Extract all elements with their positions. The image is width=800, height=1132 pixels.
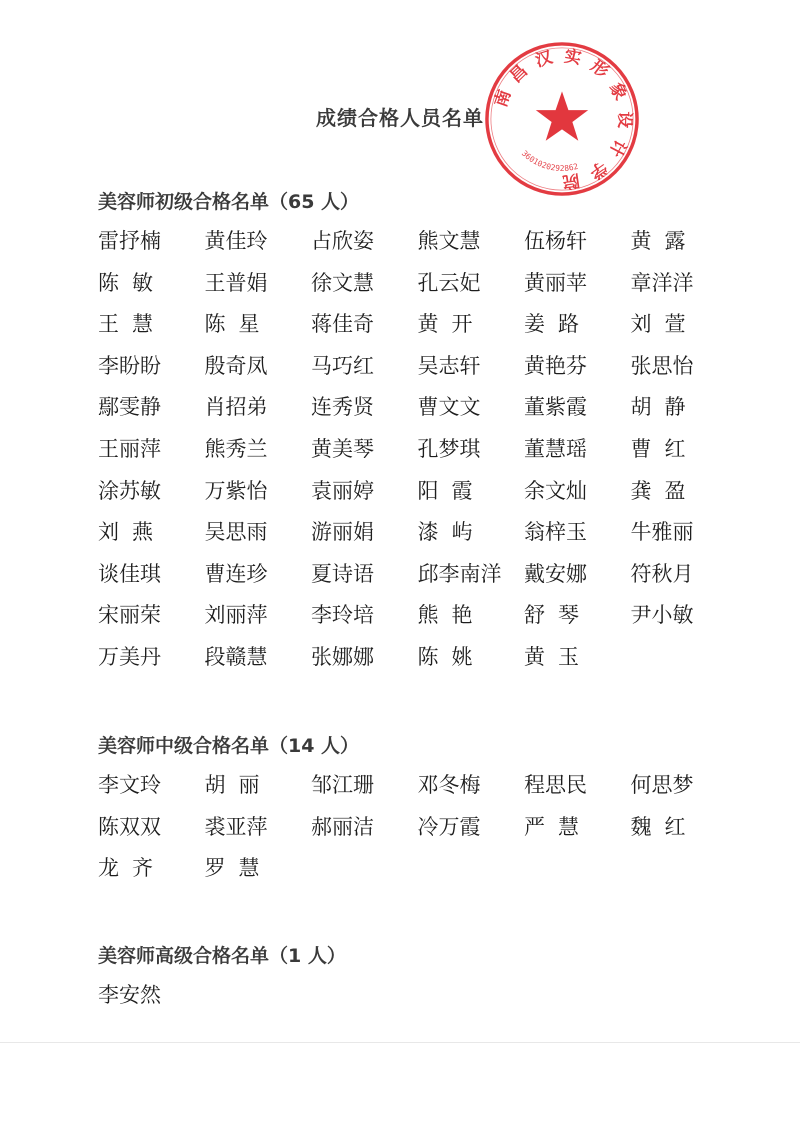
person-name: 陈姚: [417, 644, 486, 669]
person-name: 余文灿: [524, 478, 587, 503]
person-name: 尹小敏: [630, 603, 694, 628]
person-name: 胡静: [630, 395, 699, 420]
person-name: 曹连珍: [204, 561, 268, 586]
person-name: 段赣慧: [204, 644, 268, 669]
seal-text: 南昌汉实形象设计学院: [490, 45, 636, 193]
name-grid: [98, 765, 738, 890]
person-name: 熊秀兰: [204, 436, 268, 461]
person-name: 李安然: [98, 983, 161, 1007]
person-name: 万美丹: [98, 644, 161, 669]
person-name: 黄艳芬: [524, 353, 587, 378]
person-name: 邓冬梅: [417, 773, 481, 797]
person-name: 何思梦: [630, 773, 694, 797]
person-name: 陈星: [204, 312, 273, 337]
person-name: 罗慧: [204, 856, 273, 881]
person-name: 王丽萍: [98, 436, 161, 461]
person-name: 董慧瑶: [524, 436, 587, 461]
person-name: 连秀贤: [311, 395, 374, 420]
person-name: 漆屿: [417, 520, 486, 545]
person-name: 姜路: [524, 312, 592, 337]
person-name: 邱李南洋: [417, 561, 502, 586]
person-name: 刘丽萍: [204, 603, 268, 628]
person-name: 程思民: [524, 773, 587, 797]
person-name: 胡丽: [204, 773, 273, 797]
person-name: 曹红: [630, 436, 699, 461]
section-heading: 美容师中级合格名单（14 人）: [98, 735, 360, 757]
person-name: 万紫怡: [204, 478, 268, 503]
section-advanced: [98, 943, 738, 1017]
person-name: 雷抒楠: [98, 229, 161, 253]
person-name: 孔梦琪: [417, 436, 481, 461]
official-seal: [483, 40, 641, 198]
person-name: 占欣姿: [311, 229, 374, 253]
person-name: 袁丽婷: [311, 478, 374, 503]
person-name: 章洋洋: [630, 270, 694, 295]
document-title: 成绩合格人员名单: [316, 106, 484, 130]
person-name: 谈佳琪: [98, 561, 161, 586]
person-name: 陈双双: [98, 814, 161, 839]
person-name: 李玲培: [311, 603, 374, 628]
person-name: 肖招弟: [204, 395, 268, 420]
section-intermediate: [98, 733, 738, 890]
person-name: 鄢雯静: [98, 395, 161, 420]
person-name: 阳霞: [417, 478, 486, 503]
person-name: 吴思雨: [204, 520, 268, 545]
person-name: 黄开: [417, 312, 486, 337]
person-name: 黄露: [630, 229, 699, 253]
person-name: 王普娟: [204, 270, 268, 295]
person-name: 宋丽荣: [98, 603, 161, 628]
person-name: 刘萱: [630, 312, 699, 337]
seal-code: 3601020292862: [519, 148, 580, 173]
scan-artifact-line: [0, 1042, 800, 1043]
person-name: 冷万霞: [417, 814, 481, 839]
section-heading: 美容师初级合格名单（65 人）: [98, 191, 360, 213]
person-name: 董紫霞: [524, 395, 587, 420]
person-name: 刘燕: [98, 520, 166, 545]
person-name: 翁梓玉: [524, 520, 587, 545]
person-name: 魏红: [630, 814, 699, 839]
person-name: 黄丽苹: [524, 270, 587, 295]
person-name: 牛雅丽: [630, 520, 694, 545]
person-name: 符秋月: [630, 561, 694, 586]
person-name: 孔云妃: [417, 270, 481, 295]
person-name: 李文玲: [98, 773, 161, 797]
person-name: 陈敏: [98, 270, 166, 295]
person-name: 蒋佳奇: [311, 312, 374, 337]
person-name: 龙齐: [98, 856, 166, 881]
person-name: 李盼盼: [98, 353, 161, 378]
person-name: 吴志轩: [417, 353, 481, 378]
person-name: 夏诗语: [311, 561, 374, 586]
person-name: 张娜娜: [311, 644, 374, 669]
person-name: 郝丽洁: [311, 814, 374, 839]
person-name: 黄佳玲: [204, 229, 268, 253]
person-name: 涂苏敏: [98, 478, 161, 503]
person-name: 邹江珊: [311, 773, 374, 797]
name-grid: [98, 975, 738, 1017]
person-name: 徐文慧: [311, 270, 374, 295]
svg-text:3601020292862: [520, 149, 579, 173]
person-name: 王慧: [98, 312, 166, 337]
person-name: 裘亚萍: [204, 814, 268, 839]
person-name: 张思怡: [630, 353, 694, 378]
person-name: 舒琴: [524, 603, 592, 628]
person-name: 戴安娜: [524, 561, 587, 586]
section-heading: 美容师高级合格名单（1 人）: [98, 945, 346, 967]
person-name: 黄玉: [524, 644, 592, 669]
person-name: 黄美琴: [311, 436, 374, 461]
person-name: 殷奇凤: [204, 353, 268, 378]
person-name: 严慧: [524, 814, 592, 839]
name-grid: [98, 221, 738, 679]
person-name: 曹文文: [417, 395, 481, 420]
person-name: 熊艳: [417, 603, 486, 628]
person-name: 龚盈: [630, 478, 699, 503]
person-name: 游丽娟: [311, 520, 374, 545]
person-name: 伍杨轩: [524, 229, 587, 253]
star-icon: [536, 91, 588, 140]
person-name: 马巧红: [311, 353, 374, 378]
person-name: 熊文慧: [417, 229, 481, 253]
section-elementary: [98, 189, 738, 679]
